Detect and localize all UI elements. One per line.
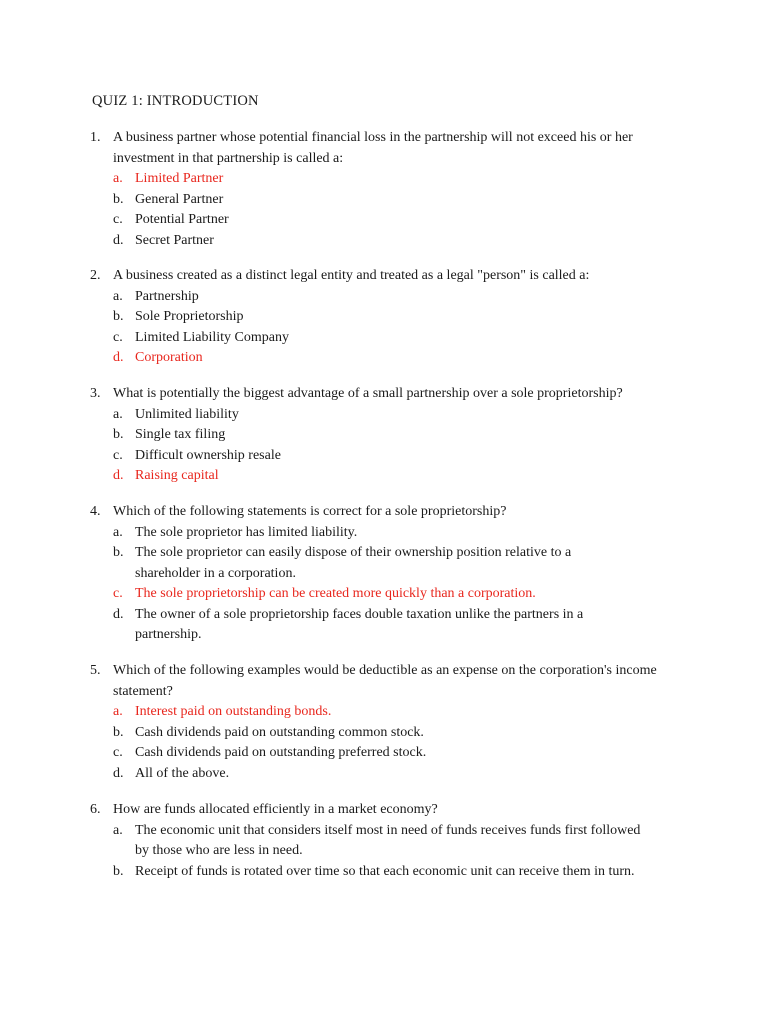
question-number: 1. [90, 130, 101, 145]
option-text: Secret Partner [135, 232, 214, 248]
options-list [113, 523, 623, 646]
question-3 [90, 384, 690, 487]
option-text: The owner of a sole proprietorship faces double taxation unlike the partners in a partnership. [135, 606, 584, 642]
options-list [113, 287, 690, 369]
option [113, 405, 690, 426]
question-4 [90, 502, 690, 646]
option [113, 821, 643, 862]
option [113, 307, 690, 328]
option [113, 743, 690, 764]
option-letter: a. [113, 704, 123, 719]
question-text: A business partner whose potential financial loss in the partnership will not exceed his or her investment in that partnership is called a: [113, 130, 633, 166]
option [113, 605, 623, 646]
option-text: The sole proprietorship can be created more quickly than a corporation. [135, 586, 536, 601]
option-letter: b. [113, 427, 124, 442]
option-text: General Partner [135, 191, 224, 207]
option-letter: d. [113, 468, 124, 483]
option [113, 210, 690, 231]
option-text: Cash dividends paid on outstanding common stock. [135, 724, 424, 740]
option-letter: b. [113, 191, 124, 207]
question-text: Which of the following statements is correct for a sole proprietorship? [113, 504, 507, 519]
option-text: Unlimited liability [135, 406, 239, 422]
option-letter: a. [113, 524, 123, 540]
option-text: Potential Partner [135, 212, 229, 227]
option-letter: d. [113, 606, 124, 622]
question-number: 2. [90, 268, 101, 283]
question-text: What is potentially the biggest advantage of a small partnership over a sole proprietorship? [113, 386, 623, 401]
option [113, 287, 690, 308]
option-letter: a. [113, 288, 123, 304]
option [113, 446, 690, 467]
question-number: 6. [90, 802, 101, 817]
option [113, 862, 643, 883]
option-text: Cash dividends paid on outstanding preferred stock. [135, 745, 427, 760]
option [113, 543, 623, 584]
option-correct [113, 702, 690, 723]
question-text: How are funds allocated efficiently in a market economy? [113, 802, 438, 817]
option-letter: c. [113, 745, 123, 760]
option-text: Difficult ownership resale [135, 447, 281, 463]
option [113, 764, 690, 785]
option-letter: b. [113, 545, 124, 560]
option-text: The sole proprietor has limited liability. [135, 524, 358, 540]
option-letter: c. [113, 447, 123, 463]
option-letter: b. [113, 863, 124, 879]
option-text: All of the above. [135, 765, 230, 781]
option-text: Interest paid on outstanding bonds. [135, 704, 332, 719]
option-text: Corporation [135, 350, 203, 365]
option-correct [113, 169, 690, 190]
question-6 [90, 800, 690, 882]
question-5 [90, 661, 690, 784]
question-number: 4. [90, 504, 101, 519]
option [113, 231, 690, 252]
options-list [113, 169, 690, 251]
option-correct [113, 348, 690, 369]
option-letter: c. [113, 586, 123, 601]
page-title: QUIZ 1: INTRODUCTION [92, 93, 259, 109]
question-number: 3. [90, 386, 101, 401]
option-text: Receipt of funds is rotated over time so that each economic unit can receive them in turn. [135, 863, 635, 879]
option-text: Sole Proprietorship [135, 309, 244, 324]
option-text: Raising capital [135, 468, 219, 483]
option-text: Single tax filing [135, 427, 226, 442]
question-1 [90, 128, 690, 251]
option-letter: c. [113, 212, 123, 227]
option-text: The economic unit that considers itself most in need of funds receives funds first followed by those who are less in need. [135, 822, 641, 858]
option-text: The sole proprietor can easily dispose of their ownership position relative to a shareholder in a corporation. [135, 545, 572, 581]
option-text: Limited Partner [135, 171, 224, 186]
option [113, 425, 690, 446]
options-list [113, 405, 690, 487]
option [113, 723, 690, 744]
option-letter: a. [113, 406, 123, 422]
question-2 [90, 266, 690, 369]
option-correct [113, 466, 690, 487]
option-letter: d. [113, 350, 124, 365]
options-list [113, 702, 690, 784]
option-letter: b. [113, 724, 124, 740]
option-letter: d. [113, 232, 124, 248]
option [113, 190, 690, 211]
question-number: 5. [90, 663, 101, 678]
option-correct [113, 584, 623, 605]
option-letter: b. [113, 309, 124, 324]
option-letter: a. [113, 822, 123, 838]
option [113, 328, 690, 349]
option-text: Limited Liability Company [135, 329, 289, 345]
option-letter: d. [113, 765, 124, 781]
option-letter: c. [113, 329, 123, 345]
option [113, 523, 623, 544]
question-text: A business created as a distinct legal entity and treated as a legal "person" is called a: [113, 268, 590, 283]
option-letter: a. [113, 171, 123, 186]
options-list [113, 821, 643, 883]
question-text: Which of the following examples would be deductible as an expense on the corporation's income statement? [113, 663, 657, 699]
option-text: Partnership [135, 288, 199, 304]
